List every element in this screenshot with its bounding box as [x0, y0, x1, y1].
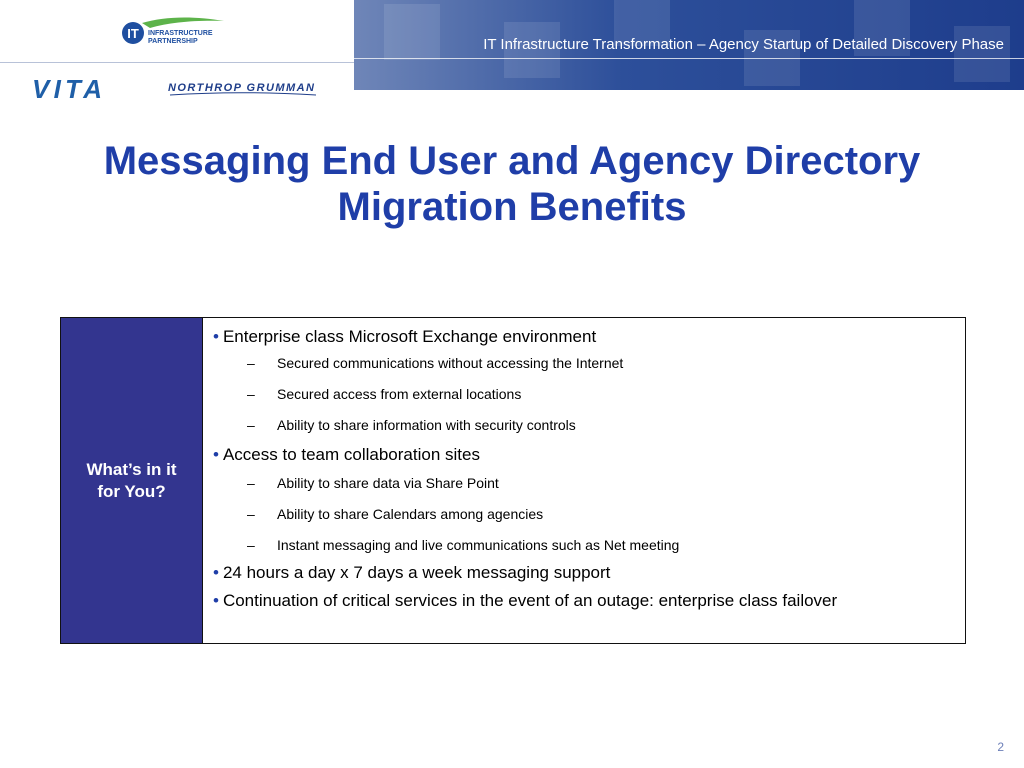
benefits-table: [60, 317, 966, 644]
dash-icon: –: [247, 475, 255, 491]
slide-title: [0, 138, 1024, 230]
benefit-bullet: • Enterprise class Microsoft Exchange environment: [213, 327, 597, 346]
benefit-bullet: • Access to team collaboration sites: [213, 445, 480, 464]
dash-icon: –: [247, 506, 255, 522]
benefit-bullet: • Continuation of critical services in the event of an outage: enterprise class failover: [213, 591, 838, 610]
slide-title-line-1: Messaging End User and Agency Directory: [103, 139, 921, 183]
bullet-dot-icon: •: [213, 563, 219, 582]
benefit-sub-item: – Ability to share information with security controls: [247, 417, 576, 433]
dash-icon: –: [247, 386, 255, 402]
page-number: 2: [997, 740, 1004, 754]
vita-logo: [32, 76, 104, 100]
itp-logo-mark: IT: [127, 26, 139, 41]
bullet-dot-icon: •: [213, 327, 219, 346]
benefit-sub-item: – Ability to share data via Share Point: [247, 475, 499, 491]
side-label-cell: [61, 318, 203, 643]
dash-icon: –: [247, 537, 255, 553]
dash-icon: –: [247, 355, 255, 371]
northrop-logo-text: NORTHROP GRUMMAN: [168, 82, 314, 94]
benefits-content-cell: [203, 318, 965, 643]
benefit-bullet: • 24 hours a day x 7 days a week messaging support: [213, 563, 611, 582]
side-label: What’s in it for You?: [86, 459, 177, 501]
benefit-sub-item: – Instant messaging and live communications such as Net meeting: [247, 537, 680, 553]
dash-icon: –: [247, 417, 255, 433]
vita-logo-text: VITA: [32, 76, 102, 100]
benefit-sub-item: – Secured access from external locations: [247, 386, 522, 402]
bullet-dot-icon: •: [213, 591, 219, 610]
header-band: [354, 0, 1024, 90]
northrop-grumman-logo: [166, 78, 320, 100]
benefit-sub-item: – Secured communications without accessing the Internet: [247, 355, 624, 371]
it-infrastructure-partnership-logo: [120, 14, 230, 48]
benefit-sub-item: – Ability to share Calendars among agencies: [247, 506, 544, 522]
itp-logo-line2: PARTNERSHIP: [148, 38, 198, 45]
bullet-dot-icon: •: [213, 445, 219, 464]
slide-title-line-2: Migration Benefits: [337, 185, 687, 229]
presentation-title: IT Infrastructure Transformation – Agency Startup of Detailed Discovery Phase: [483, 36, 1004, 53]
itp-logo-line1: INFRASTRUCTURE: [148, 30, 213, 37]
header-divider: [0, 62, 354, 63]
